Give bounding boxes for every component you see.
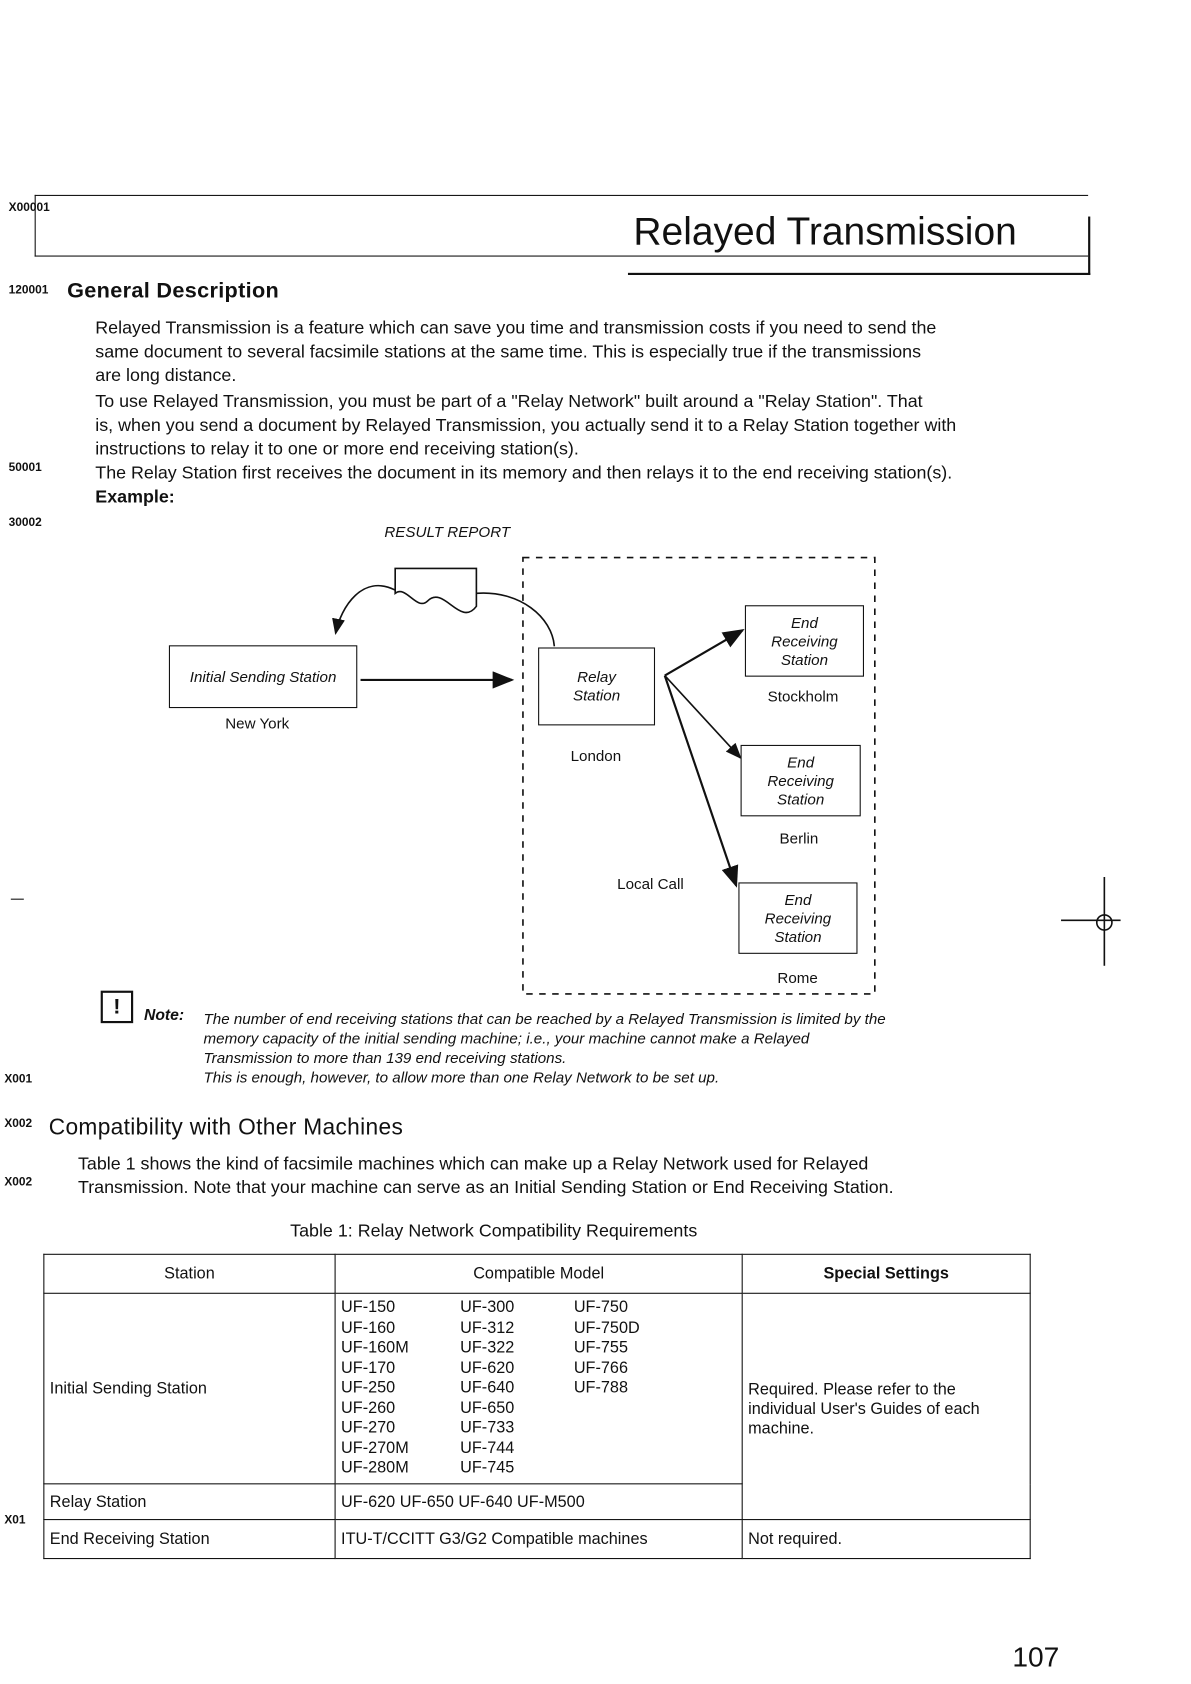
models-cell: UF-620 UF-650 UF-640 UF-M500 [335,1484,742,1520]
example-label: Example: [95,487,175,507]
box-label: End [784,890,812,908]
document-icon [395,568,476,612]
model-name: UF-260 [341,1398,396,1417]
end-station-box [741,745,861,816]
model-name: UF-744 [460,1438,515,1458]
table-caption: Table 1: Relay Network Compatibility Requirements [290,1221,698,1241]
model-name [574,1459,693,1479]
city-label: Stockholm [767,687,839,705]
paragraph-line: The Relay Station first receives the document in its memory and then relays it to the end receiving station(s). [95,463,953,483]
model-name: UF-755 [573,1338,628,1357]
box-label: End [790,613,818,631]
box-label: Station [774,927,822,945]
model-name: UF-322 [460,1338,515,1357]
box-label: Relay [577,668,616,686]
report-arrow [336,586,396,634]
header-cell: Special Settings [742,1254,1030,1293]
settings-cell: Required. Please refer to the individual User's Guides of each machine. [742,1293,1030,1519]
page-title: Relayed Transmission [633,208,1017,254]
model-name: UF-650 [460,1398,515,1417]
report-curve [476,593,554,646]
paragraph-line: instructions to relay it to one or more end receiving station(s). [95,439,579,460]
margin-code: X001 [4,1072,33,1086]
paragraph-line: Relayed Transmission is a feature which can save you time and transmission costs if you need to send the [95,318,937,338]
margin-mark [11,899,24,900]
margin-code: 50001 [8,461,42,475]
model-name: UF-733 [460,1418,515,1438]
table-header-row [44,1254,1030,1293]
note-line: This is enough, however, to allow more than one Relay Network to be set up. [203,1068,720,1086]
models-cell [335,1293,742,1484]
box-label: Receiving [764,908,832,927]
box-label: End [787,753,815,771]
box-label: Station [777,789,825,808]
end-station-box [745,605,864,676]
margin-code: X01 [4,1513,26,1527]
model-name: UF-300 [460,1298,515,1317]
note-label: Note: [143,1006,185,1025]
model-name: UF-745 [460,1458,515,1478]
model-name: UF-270 [341,1418,396,1438]
paragraph-line: same document to several facsimile stations at the same time. This is especially true if the transmissions [95,342,922,362]
model-name: UF-640 [460,1378,515,1397]
compatibility-table [43,1254,1030,1559]
station-cell: Initial Sending Station [44,1293,335,1484]
margin-code: X00001 [8,201,50,215]
margin-code: X002 [4,1117,33,1131]
model-name: UF-160 [341,1318,396,1337]
header-cell: Compatible Model [335,1254,742,1293]
note-line: Transmission to more than 139 end receiving stations. [203,1049,567,1067]
model-name: UF-750D [573,1318,640,1337]
relay-arrow-rome [665,676,736,886]
model-name: UF-750 [573,1298,628,1317]
model-name: UF-150 [341,1298,396,1317]
margin-code: X002 [4,1175,33,1189]
model-name: UF-766 [573,1358,628,1377]
city-label: London [570,747,622,765]
registration-mark-icon [1061,877,1126,969]
city-label: New York [225,714,290,732]
section-heading: Compatibility with Other Machines [48,1115,404,1141]
model-name: UF-788 [573,1378,628,1397]
table-row [44,1520,1030,1559]
model-name: UF-170 [341,1358,396,1377]
city-label: Berlin [779,829,819,847]
model-name [574,1439,693,1459]
paragraph-line: To use Relayed Transmission, you must be part of a "Relay Network" built around a "Relay Station". That [95,391,923,412]
paragraph-line: Transmission. Note that your machine can serve as an Initial Sending Station or End Receiving Station. [77,1177,894,1198]
local-call-label: Local Call [617,874,684,893]
settings-cell: Not required. [742,1520,1030,1559]
end-station-box [738,882,857,953]
margin-code: 30002 [8,516,42,530]
station-cell: Relay Station [44,1484,335,1520]
page-number: 107 [1012,1640,1060,1673]
model-name [574,1419,693,1439]
header-cell: Station [44,1254,335,1293]
paragraph-line: are long distance. [95,365,237,386]
model-name: UF-250 [341,1378,396,1397]
section-heading: General Description [67,279,280,304]
paragraph-line: is, when you send a document by Relayed Transmission, you actually send it to a Relay Station together with [95,415,957,436]
initial-sending-station-box [169,645,357,708]
model-name: UF-312 [460,1318,515,1337]
model-name: UF-620 [460,1358,515,1377]
table-row [44,1293,1030,1484]
box-label: Initial Sending Station [189,667,337,685]
box-label: Station [572,686,621,704]
relay-arrow-stockholm [665,630,743,675]
city-label: Rome [777,969,818,987]
note-line: The number of end receiving stations that can be reached by a Relayed Transmission is limited by the [203,1010,886,1028]
result-report-label: RESULT REPORT [384,522,511,541]
model-name: UF-270M [341,1438,409,1458]
box-label: Station [780,650,829,668]
note-line: memory capacity of the initial sending machine; i.e., your machine cannot make a Relayed [203,1029,810,1047]
relay-arrow-berlin [665,676,741,758]
paragraph-line: Table 1 shows the kind of facsimile machines which can make up a Relay Network used for Relayed [77,1154,869,1174]
box-label: Receiving [767,771,834,789]
model-name: UF-160M [341,1338,409,1357]
model-name [574,1399,693,1419]
relay-station-box [538,647,655,725]
station-cell: End Receiving Station [44,1520,335,1559]
margin-code: 120001 [8,283,49,297]
models-cell: ITU-T/CCITT G3/G2 Compatible machines [335,1520,742,1559]
note-warning-icon: ! [101,991,133,1023]
model-name: UF-280M [341,1458,409,1478]
box-label: Receiving [771,631,838,650]
